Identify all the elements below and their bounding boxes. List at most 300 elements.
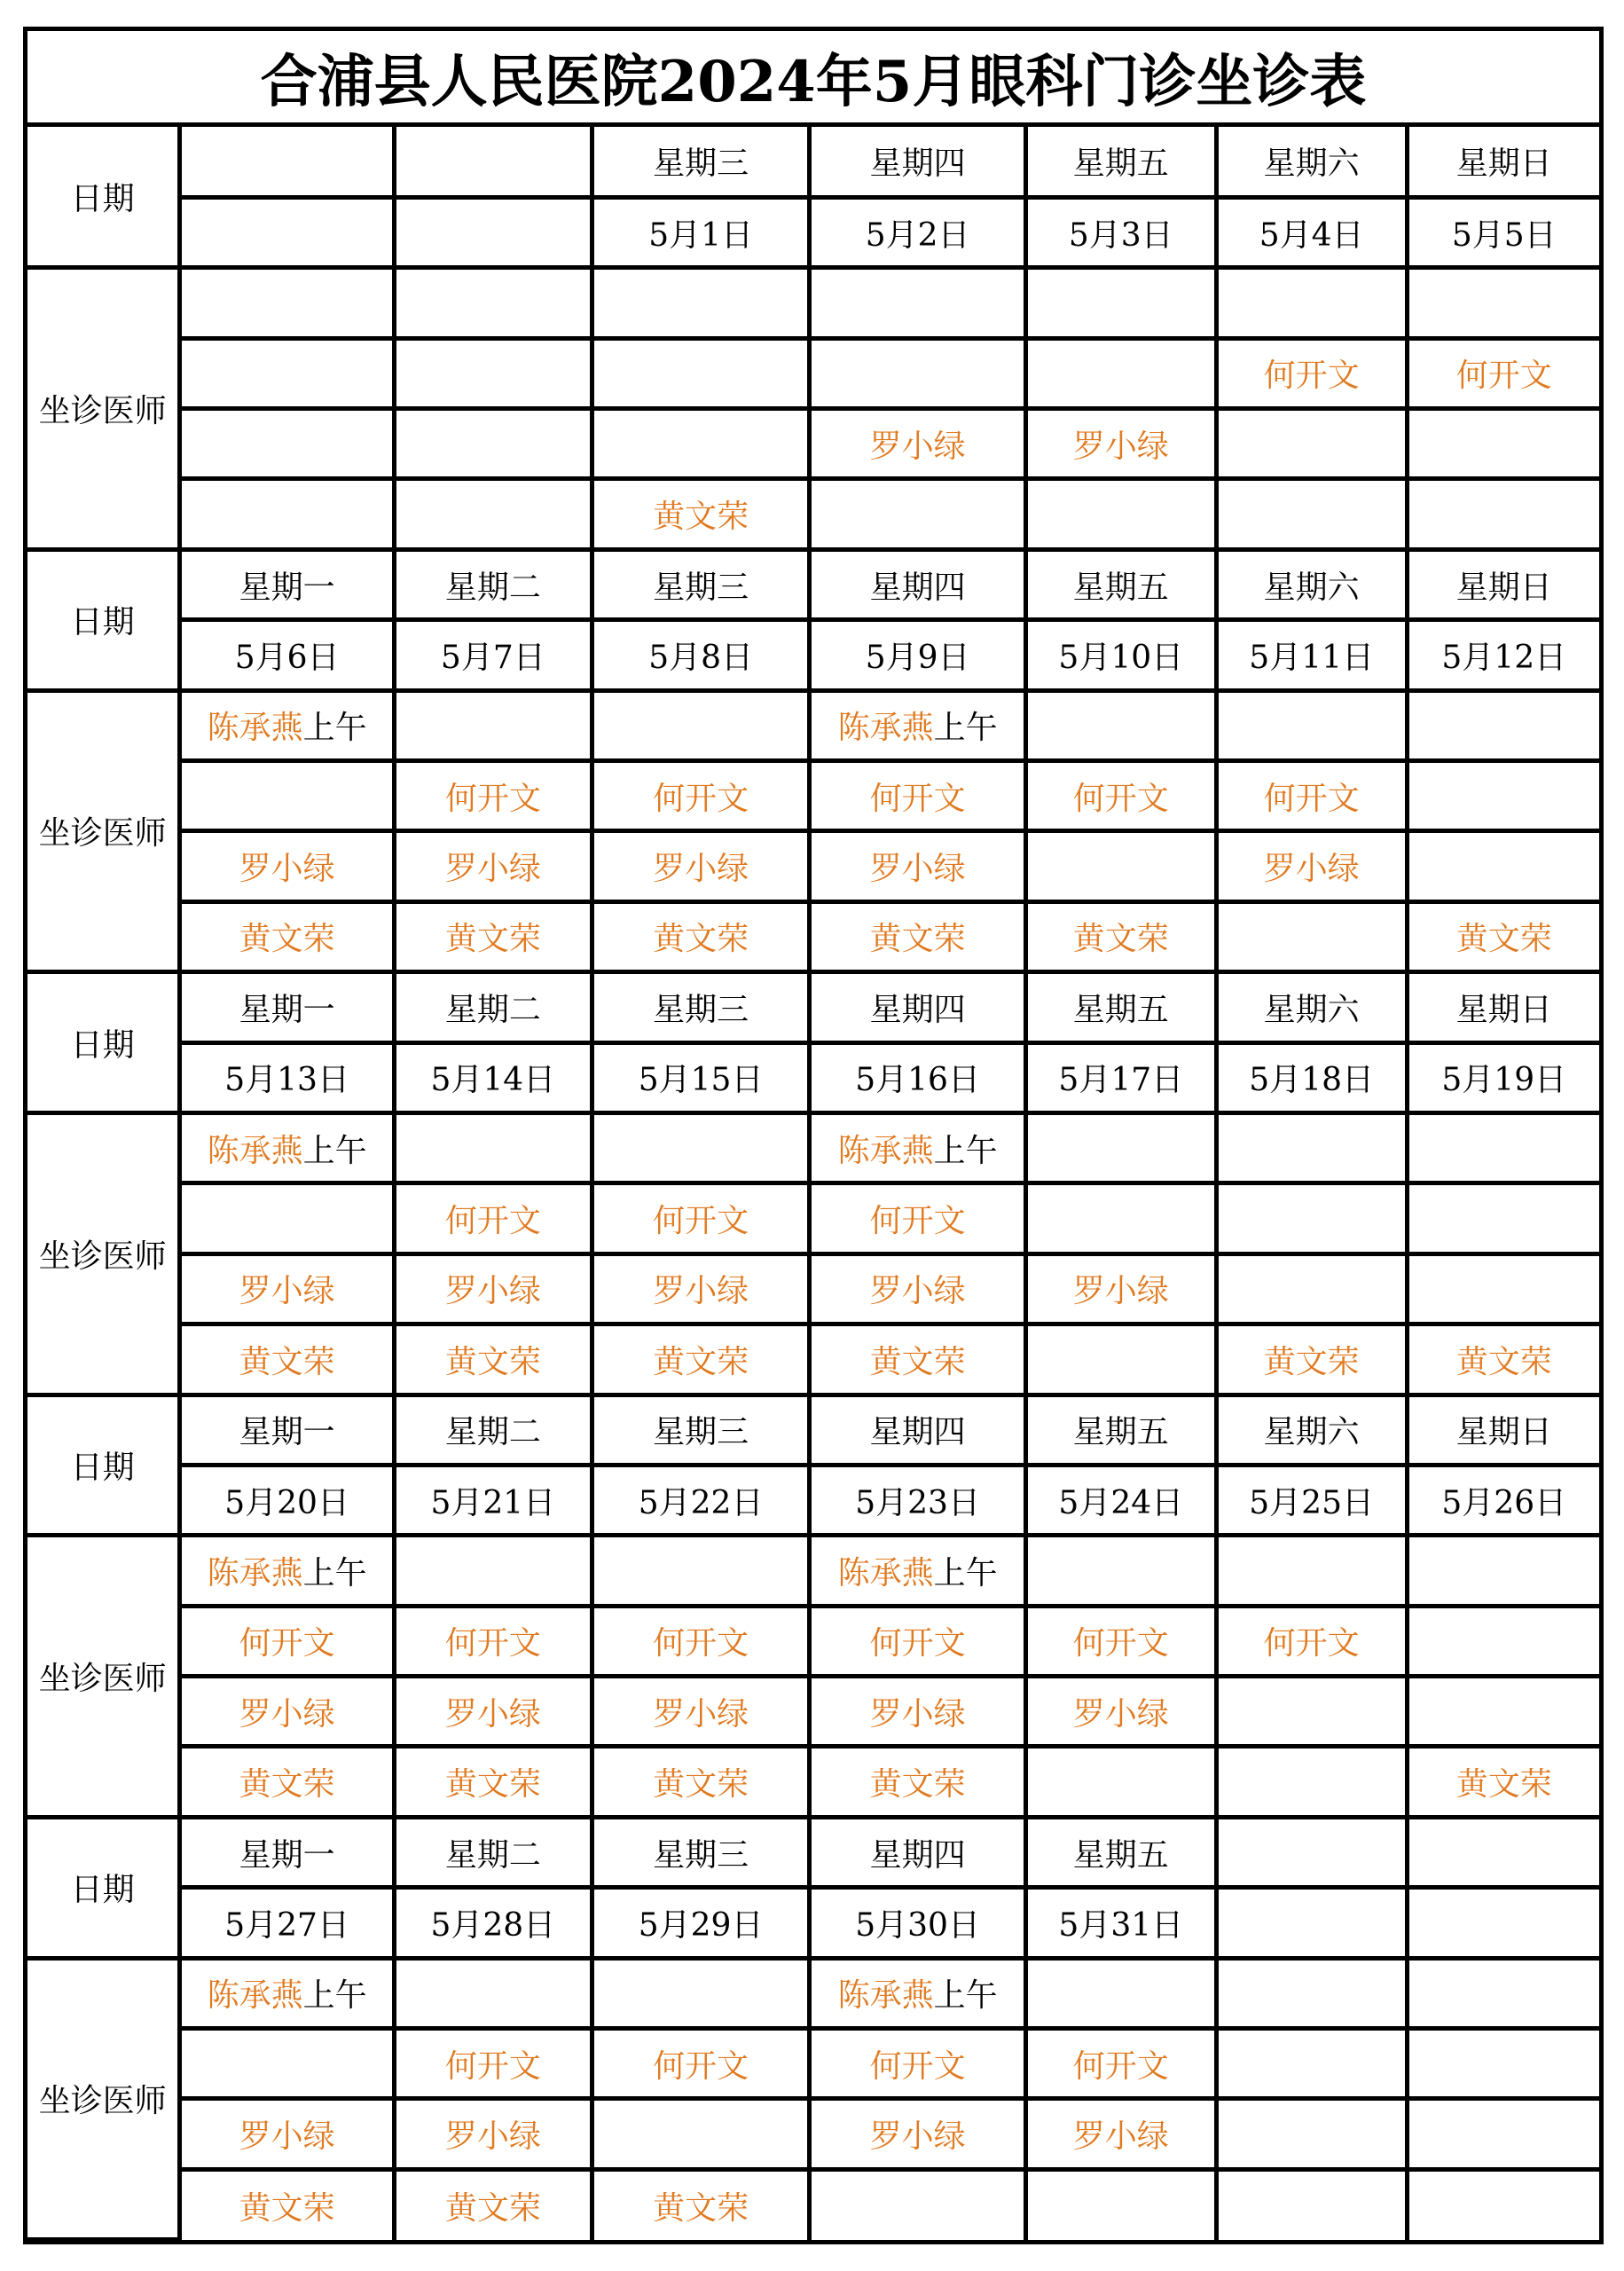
doctor-name: 黄文荣 — [444, 1343, 541, 1380]
doctor-cell — [810, 268, 1025, 338]
doctor-cell — [1407, 1536, 1599, 1606]
doctor-cell — [394, 1324, 592, 1395]
doctor-name: 黄文荣 — [653, 499, 749, 536]
doctor-name: 陈承燕 — [837, 710, 934, 747]
weekday-cell: 星期一 — [180, 1395, 394, 1465]
doctor-cell — [810, 1112, 1025, 1183]
doctor-cell — [180, 1606, 394, 1676]
date-cell: 5月2日 — [810, 197, 1025, 267]
doctor-cell — [810, 1606, 1025, 1676]
weekday-cell: 星期二 — [394, 972, 592, 1042]
doctor-name: 黄文荣 — [869, 1766, 966, 1803]
doctor-name: 罗小绿 — [444, 1695, 541, 1733]
doctor-cell — [1407, 338, 1599, 408]
schedule-sheet — [23, 27, 1604, 2244]
doctor-cell — [1216, 2029, 1407, 2099]
doctor-cell — [1025, 761, 1216, 831]
morning-suffix: 上午 — [302, 1555, 367, 1591]
doctor-cell — [810, 831, 1025, 901]
page-title: 合浦县人民医院2024年5月眼科门诊坐诊表 — [27, 31, 1599, 127]
weekday-cell: 星期三 — [592, 1817, 810, 1887]
doctor-row — [27, 1324, 1599, 1395]
doctor-cell — [1216, 338, 1407, 408]
weekday-cell: 星期日 — [1407, 127, 1599, 197]
doctor-cell — [1025, 2029, 1216, 2099]
doctor-name: 陈承燕 — [837, 1977, 934, 2015]
doctor-name: 何开文 — [869, 780, 966, 817]
doctor-name: 黄文荣 — [1455, 1343, 1552, 1380]
doctor-cell — [1407, 1183, 1599, 1253]
doctor-name: 罗小绿 — [1072, 428, 1169, 465]
doctor-cell — [180, 1958, 394, 2028]
doctor-cell — [394, 2169, 592, 2239]
weekday-cell: 星期二 — [394, 1817, 592, 1887]
doctor-cell — [810, 2169, 1025, 2239]
weekday-cell — [1216, 1817, 1407, 1887]
date-cell: 5月7日 — [394, 620, 592, 690]
doctor-cell — [1216, 1747, 1407, 1817]
doctor-cell — [810, 1324, 1025, 1395]
date-cell: 5月27日 — [180, 1888, 394, 1958]
date-cell: 5月13日 — [180, 1042, 394, 1112]
doctor-cell — [810, 338, 1025, 408]
date-cell: 5月23日 — [810, 1465, 1025, 1535]
doctor-cell — [1216, 690, 1407, 760]
doctor-row — [27, 1536, 1599, 1606]
doctor-cell — [180, 268, 394, 338]
doctor-name: 罗小绿 — [444, 1273, 541, 1310]
doctor-cell — [1407, 1606, 1599, 1676]
doctor-cell — [394, 1536, 592, 1606]
doctor-row — [27, 409, 1599, 479]
doctor-cell — [1025, 1536, 1216, 1606]
doctor-cell — [394, 268, 592, 338]
doctor-cell — [394, 1253, 592, 1324]
doctor-cell — [592, 479, 810, 549]
morning-suffix: 上午 — [302, 1977, 367, 2015]
doctor-name: 何开文 — [1072, 780, 1169, 817]
doctor-cell — [1216, 268, 1407, 338]
doctor-row — [27, 1606, 1599, 1676]
doctor-cell — [1216, 901, 1407, 971]
date-cell: 5月9日 — [810, 620, 1025, 690]
doctor-cell — [1407, 2169, 1599, 2239]
doctor-name: 黄文荣 — [869, 1343, 966, 1380]
doctor-name: 罗小绿 — [869, 2118, 966, 2156]
date-cell: 5月19日 — [1407, 1042, 1599, 1112]
doctor-cell — [810, 1958, 1025, 2028]
doctor-name: 何开文 — [653, 780, 749, 817]
doctor-cell — [1025, 1253, 1216, 1324]
date-label: 日期 — [27, 127, 180, 268]
doctor-name: 罗小绿 — [239, 1695, 335, 1733]
doctor-cell — [1216, 1536, 1407, 1606]
weekday-cell: 星期五 — [1025, 1817, 1216, 1887]
weekday-cell: 星期日 — [1407, 1395, 1599, 1465]
weekday-cell: 星期五 — [1025, 549, 1216, 619]
doctor-row — [27, 479, 1599, 549]
morning-suffix: 上午 — [933, 1132, 998, 1169]
doctor-cell — [180, 1536, 394, 1606]
weekday-row — [27, 549, 1599, 619]
doctor-name: 陈承燕 — [207, 1132, 303, 1169]
date-row — [27, 620, 1599, 690]
weekday-row — [27, 1395, 1599, 1465]
doctor-cell — [180, 409, 394, 479]
doctor-cell — [1216, 1183, 1407, 1253]
weekday-cell: 星期六 — [1216, 972, 1407, 1042]
date-cell: 5月6日 — [180, 620, 394, 690]
doctor-cell — [394, 479, 592, 549]
doctor-row — [27, 2169, 1599, 2239]
doctor-cell — [592, 1606, 810, 1676]
doctor-cell — [394, 2099, 592, 2169]
doctor-name: 黄文荣 — [1455, 921, 1552, 958]
doctor-cell — [810, 761, 1025, 831]
doctor-name: 黄文荣 — [653, 2189, 749, 2227]
doctor-name: 罗小绿 — [1072, 2118, 1169, 2156]
doctor-name: 何开文 — [653, 2047, 749, 2085]
doctor-cell — [592, 2099, 810, 2169]
doctor-cell — [810, 1183, 1025, 1253]
doctor-name: 何开文 — [1263, 780, 1360, 817]
doctor-cell — [810, 901, 1025, 971]
doctor-cell — [1407, 2029, 1599, 2099]
date-cell — [394, 197, 592, 267]
morning-suffix: 上午 — [302, 710, 367, 747]
weekday-cell: 星期日 — [1407, 549, 1599, 619]
doctor-cell — [1407, 901, 1599, 971]
date-row — [27, 1465, 1599, 1535]
weekday-row — [27, 127, 1599, 197]
doctor-name: 陈承燕 — [837, 1132, 934, 1169]
doctor-name: 何开文 — [444, 1203, 541, 1240]
doctor-name: 罗小绿 — [239, 2118, 335, 2156]
doctor-cell — [592, 1747, 810, 1817]
doctor-cell — [592, 1677, 810, 1747]
weekday-cell: 星期一 — [180, 1817, 394, 1887]
doctor-label: 坐诊医师 — [27, 1958, 180, 2240]
doctor-cell — [592, 901, 810, 971]
doctor-cell — [1025, 1747, 1216, 1817]
doctor-cell — [810, 1747, 1025, 1817]
doctor-name: 何开文 — [239, 1625, 335, 1662]
doctor-cell — [394, 1747, 592, 1817]
doctor-cell — [1025, 831, 1216, 901]
doctor-name: 黄文荣 — [653, 1343, 749, 1380]
weekday-cell: 星期二 — [394, 1395, 592, 1465]
date-row — [27, 1888, 1599, 1958]
doctor-name: 黄文荣 — [239, 921, 335, 958]
doctor-cell — [394, 690, 592, 760]
doctor-name: 罗小绿 — [1072, 1273, 1169, 1310]
doctor-cell — [394, 761, 592, 831]
doctor-cell — [1407, 1677, 1599, 1747]
date-cell: 5月24日 — [1025, 1465, 1216, 1535]
doctor-name: 何开文 — [869, 1625, 966, 1662]
doctor-name: 黄文荣 — [1072, 921, 1169, 958]
doctor-name: 黄文荣 — [444, 2189, 541, 2227]
doctor-name: 黄文荣 — [1263, 1343, 1360, 1380]
date-cell: 5月12日 — [1407, 620, 1599, 690]
weekday-cell: 星期五 — [1025, 972, 1216, 1042]
doctor-cell — [592, 831, 810, 901]
doctor-cell — [180, 901, 394, 971]
doctor-name: 黄文荣 — [239, 1343, 335, 1380]
date-cell: 5月18日 — [1216, 1042, 1407, 1112]
doctor-cell — [1025, 409, 1216, 479]
doctor-cell — [592, 268, 810, 338]
doctor-cell — [1025, 1324, 1216, 1395]
doctor-cell — [1025, 1112, 1216, 1183]
doctor-cell — [180, 1183, 394, 1253]
doctor-name: 罗小绿 — [239, 1273, 335, 1310]
date-cell: 5月3日 — [1025, 197, 1216, 267]
doctor-cell — [180, 1112, 394, 1183]
weekday-cell: 星期四 — [810, 1395, 1025, 1465]
doctor-cell — [1216, 1324, 1407, 1395]
doctor-name: 罗小绿 — [869, 1695, 966, 1733]
doctor-cell — [394, 338, 592, 408]
doctor-row — [27, 338, 1599, 408]
doctor-name: 何开文 — [653, 1203, 749, 1240]
doctor-name: 罗小绿 — [653, 1273, 749, 1310]
doctor-name: 罗小绿 — [444, 2118, 541, 2156]
weekday-cell — [1407, 1817, 1599, 1887]
doctor-cell — [1025, 1606, 1216, 1676]
doctor-cell — [1025, 690, 1216, 760]
doctor-name: 陈承燕 — [207, 1555, 303, 1591]
weekday-cell: 星期一 — [180, 972, 394, 1042]
doctor-name: 何开文 — [1072, 1625, 1169, 1662]
doctor-cell — [180, 2029, 394, 2099]
doctor-cell — [810, 1677, 1025, 1747]
doctor-cell — [394, 1183, 592, 1253]
doctor-name: 何开文 — [444, 780, 541, 817]
date-row — [27, 1042, 1599, 1112]
doctor-cell — [810, 479, 1025, 549]
weekday-cell: 星期五 — [1025, 1395, 1216, 1465]
doctor-cell — [1216, 1677, 1407, 1747]
doctor-name: 何开文 — [1263, 1625, 1360, 1662]
doctor-row — [27, 761, 1599, 831]
doctor-name: 罗小绿 — [869, 851, 966, 888]
doctor-row — [27, 268, 1599, 338]
doctor-cell — [1407, 831, 1599, 901]
morning-suffix: 上午 — [933, 710, 998, 747]
date-cell: 5月10日 — [1025, 620, 1216, 690]
doctor-row — [27, 1747, 1599, 1817]
date-cell: 5月21日 — [394, 1465, 592, 1535]
doctor-cell — [180, 690, 394, 760]
doctor-cell — [180, 831, 394, 901]
doctor-cell — [592, 409, 810, 479]
doctor-name: 罗小绿 — [1263, 851, 1360, 888]
doctor-cell — [180, 1324, 394, 1395]
doctor-cell — [1407, 268, 1599, 338]
doctor-cell — [1025, 1183, 1216, 1253]
doctor-cell — [394, 831, 592, 901]
doctor-cell — [394, 1958, 592, 2028]
doctor-cell — [1407, 1958, 1599, 2028]
doctor-cell — [592, 1183, 810, 1253]
date-cell: 5月29日 — [592, 1888, 810, 1958]
doctor-row — [27, 831, 1599, 901]
doctor-cell — [1025, 268, 1216, 338]
date-cell: 5月8日 — [592, 620, 810, 690]
doctor-cell — [810, 409, 1025, 479]
doctor-cell — [592, 690, 810, 760]
schedule-table — [27, 127, 1599, 2242]
doctor-cell — [1407, 2099, 1599, 2169]
doctor-name: 何开文 — [444, 1625, 541, 1662]
doctor-row — [27, 901, 1599, 971]
doctor-cell — [810, 2029, 1025, 2099]
doctor-name: 罗小绿 — [444, 851, 541, 888]
doctor-cell — [1025, 338, 1216, 408]
date-cell: 5月30日 — [810, 1888, 1025, 1958]
weekday-cell: 星期三 — [592, 549, 810, 619]
doctor-cell — [592, 2169, 810, 2239]
doctor-cell — [1216, 1253, 1407, 1324]
date-cell: 5月15日 — [592, 1042, 810, 1112]
doctor-cell — [1025, 1958, 1216, 2028]
doctor-cell — [180, 2099, 394, 2169]
doctor-cell — [180, 1747, 394, 1817]
doctor-cell — [1216, 2099, 1407, 2169]
weekday-cell: 星期四 — [810, 972, 1025, 1042]
weekday-cell: 星期三 — [592, 972, 810, 1042]
weekday-cell: 星期一 — [180, 549, 394, 619]
doctor-name: 黄文荣 — [653, 1766, 749, 1803]
doctor-label: 坐诊医师 — [27, 690, 180, 972]
date-cell: 5月16日 — [810, 1042, 1025, 1112]
doctor-name: 黄文荣 — [869, 921, 966, 958]
weekday-cell: 星期二 — [394, 549, 592, 619]
doctor-cell — [1407, 761, 1599, 831]
doctor-cell — [394, 1606, 592, 1676]
doctor-cell — [394, 901, 592, 971]
doctor-name: 何开文 — [869, 2047, 966, 2085]
doctor-cell — [180, 2169, 394, 2239]
doctor-cell — [810, 2099, 1025, 2169]
morning-suffix: 上午 — [933, 1555, 998, 1591]
doctor-cell — [1407, 409, 1599, 479]
morning-suffix: 上午 — [933, 1977, 998, 2015]
doctor-cell — [1407, 1324, 1599, 1395]
date-cell: 5月4日 — [1216, 197, 1407, 267]
doctor-name: 黄文荣 — [444, 1766, 541, 1803]
weekday-cell: 星期三 — [592, 127, 810, 197]
weekday-cell: 星期四 — [810, 1817, 1025, 1887]
doctor-cell — [1407, 1112, 1599, 1183]
doctor-row — [27, 1958, 1599, 2028]
doctor-cell — [394, 409, 592, 479]
doctor-cell — [1025, 1677, 1216, 1747]
doctor-cell — [810, 690, 1025, 760]
doctor-cell — [1025, 2169, 1216, 2239]
date-cell: 5月28日 — [394, 1888, 592, 1958]
weekday-cell: 星期六 — [1216, 127, 1407, 197]
date-cell: 5月31日 — [1025, 1888, 1216, 1958]
weekday-cell: 星期五 — [1025, 127, 1216, 197]
doctor-name: 何开文 — [1455, 358, 1552, 395]
doctor-name: 何开文 — [444, 2047, 541, 2085]
doctor-cell — [592, 338, 810, 408]
doctor-name: 陈承燕 — [837, 1555, 934, 1591]
doctor-cell — [1407, 1747, 1599, 1817]
doctor-name: 罗小绿 — [1072, 1695, 1169, 1733]
doctor-name: 罗小绿 — [653, 1695, 749, 1733]
weekday-cell: 星期四 — [810, 127, 1025, 197]
date-cell: 5月20日 — [180, 1465, 394, 1535]
doctor-name: 陈承燕 — [207, 1977, 303, 2015]
doctor-row — [27, 690, 1599, 760]
date-cell — [1407, 1888, 1599, 1958]
doctor-name: 黄文荣 — [239, 1766, 335, 1803]
date-cell: 5月14日 — [394, 1042, 592, 1112]
doctor-name: 黄文荣 — [653, 921, 749, 958]
doctor-cell — [1407, 1253, 1599, 1324]
doctor-cell — [1216, 479, 1407, 549]
doctor-cell — [592, 1324, 810, 1395]
doctor-cell — [1216, 1112, 1407, 1183]
doctor-cell — [1216, 761, 1407, 831]
doctor-name: 罗小绿 — [869, 1273, 966, 1310]
doctor-cell — [394, 2029, 592, 2099]
doctor-cell — [1025, 2099, 1216, 2169]
doctor-cell — [180, 338, 394, 408]
date-cell: 5月1日 — [592, 197, 810, 267]
doctor-name: 何开文 — [1072, 2047, 1169, 2085]
doctor-row — [27, 1677, 1599, 1747]
date-label: 日期 — [27, 1817, 180, 1958]
doctor-name: 罗小绿 — [653, 851, 749, 888]
doctor-cell — [1407, 479, 1599, 549]
doctor-cell — [1216, 409, 1407, 479]
weekday-cell: 星期六 — [1216, 549, 1407, 619]
weekday-cell: 星期日 — [1407, 972, 1599, 1042]
doctor-cell — [592, 1112, 810, 1183]
date-cell — [180, 197, 394, 267]
date-cell: 5月11日 — [1216, 620, 1407, 690]
doctor-cell — [1025, 479, 1216, 549]
weekday-cell — [394, 127, 592, 197]
doctor-cell — [810, 1536, 1025, 1606]
doctor-row — [27, 1253, 1599, 1324]
doctor-name: 黄文荣 — [1455, 1766, 1552, 1803]
doctor-cell — [1216, 831, 1407, 901]
doctor-label: 坐诊医师 — [27, 1536, 180, 1818]
morning-suffix: 上午 — [302, 1132, 367, 1169]
date-cell: 5月25日 — [1216, 1465, 1407, 1535]
weekday-cell: 星期三 — [592, 1395, 810, 1465]
doctor-name: 何开文 — [869, 1203, 966, 1240]
date-cell: 5月17日 — [1025, 1042, 1216, 1112]
doctor-cell — [592, 2029, 810, 2099]
date-label: 日期 — [27, 549, 180, 690]
doctor-cell — [180, 479, 394, 549]
doctor-cell — [180, 1253, 394, 1324]
doctor-label: 坐诊医师 — [27, 1112, 180, 1395]
doctor-name: 罗小绿 — [239, 851, 335, 888]
doctor-cell — [1025, 901, 1216, 971]
doctor-row — [27, 2029, 1599, 2099]
weekday-cell: 星期六 — [1216, 1395, 1407, 1465]
doctor-cell — [810, 1253, 1025, 1324]
doctor-cell — [592, 1536, 810, 1606]
doctor-cell — [592, 1253, 810, 1324]
